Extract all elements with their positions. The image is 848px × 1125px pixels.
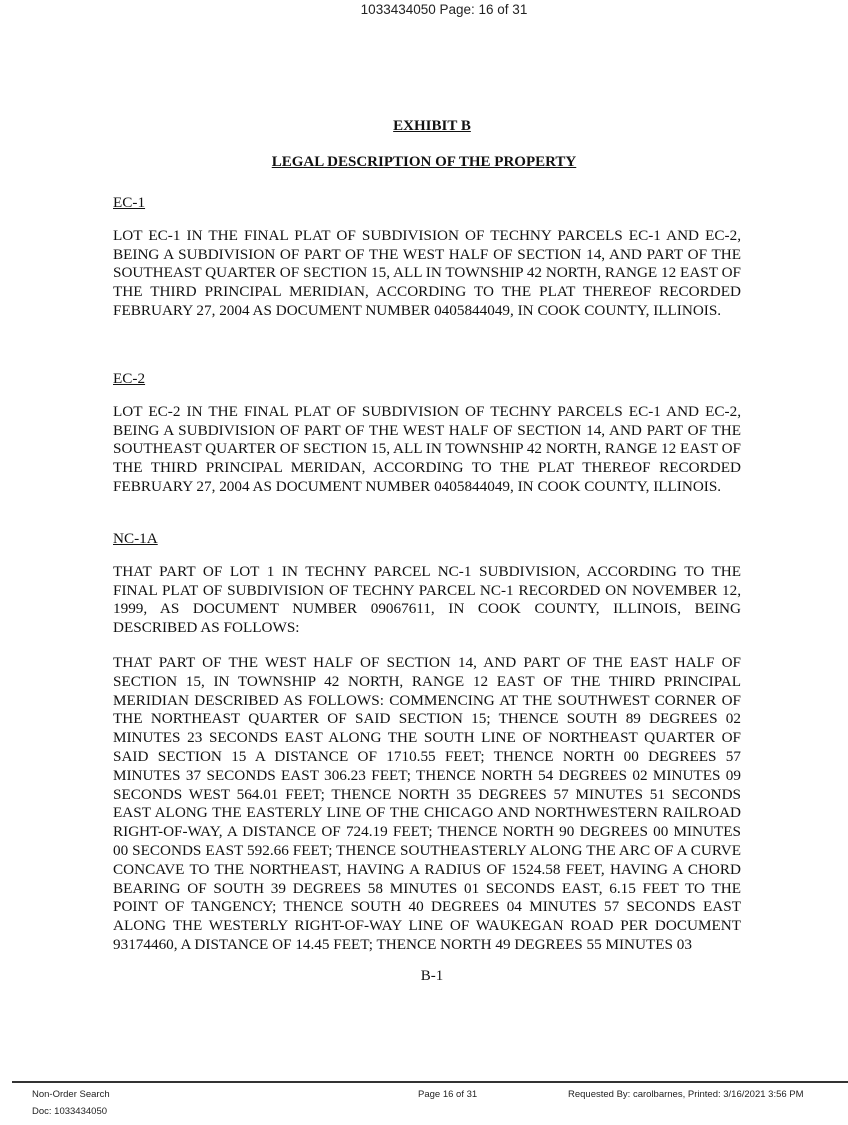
section-paragraph: LOT EC-2 IN THE FINAL PLAT OF SUBDIVISION OF TECHNY PARCELS EC-1 AND EC-2, BEING A SUBDIVISION OF PART OF THE WEST HALF OF SECTION 14, AND PART OF THE SOUTHEAST QUARTER OF SECTION 15, ALL IN TOWNSHIP 42 NORTH, RANGE 12 EAST OF THE THIRD PRINCIPAL MERIDAN, ACCORDING TO THE PLAT THEREOF RECORDED FEBRUARY 27, 2004 AS DOCUMENT NUMBER 0405844049, IN COOK COUNTY, ILLINOIS. (113, 402, 741, 495)
document-title: LEGAL DESCRIPTION OF THE PROPERTY (271, 154, 577, 170)
section-heading: EC-1 (113, 194, 146, 211)
footer-divider (12, 1081, 848, 1083)
section-heading: NC-1A (113, 530, 158, 547)
section-paragraph: THAT PART OF THE WEST HALF OF SECTION 14, AND PART OF THE EAST HALF OF SECTION 15, IN TOWNSHIP 42 NORTH, RANGE 12 EAST OF THE THIRD PRINCIPAL MERIDIAN DESCRIBED AS FOLLOWS: COMMENCING AT THE SOUTHWEST CORNER OF THE NORTHEAST QUARTER OF SAID SECTION 15; THENCE SOUTH 89 DEGREES 02 MINUTES 23 SECONDS EAST ALONG THE SOUTH LINE OF NORTHEAST QUARTER OF SAID SECTION 15 A DISTANCE OF 1710.55 FEET; THENCE NORTH 00 DEGREES 57 MINUTES 37 SECONDS EAST 306.23 FEET; THENCE NORTH 54 DEGREES 02 MINUTES 09 SECONDS WEST 564.01 FEET; THENCE NORTH 35 DEGREES 57 MINUTES 51 SECONDS EAST ALONG THE EASTERLY LINE OF THE CHICAGO AND NORTHWESTERN RAILROAD RIGHT-OF-WAY, A DISTANCE OF 724.19 FEET; THENCE NORTH 90 DEGREES 00 MINUTES 00 SECONDS EAST 592.66 FEET; THENCE SOUTHEASTERLY ALONG THE ARC OF A CURVE CONCAVE TO THE NORTHEAST, HAVING A RADIUS OF 1524.58 FEET, HAVING A CHORD BEARING OF SOUTH 39 DEGREES 58 MINUTES 01 SECONDS EAST, 6.15 FEET TO THE POINT OF TANGENCY; THENCE SOUTH 40 DEGREES 04 MINUTES 57 SECONDS EAST ALONG THE WESTERLY RIGHT-OF-WAY LINE OF WAUKEGAN ROAD PER DOCUMENT 93174460, A DISTANCE OF 14.45 FEET; THENCE NORTH 49 DEGREES 55 MINUTES 03 (113, 653, 741, 953)
section-nc-1a (113, 530, 741, 955)
section-heading: EC-2 (113, 370, 146, 387)
footer-search-type: Non-Order Search (32, 1089, 110, 1100)
page-stamp: 1033434050 Page: 16 of 31 (360, 2, 528, 17)
section-ec-1 (113, 194, 741, 321)
page-label: B-1 (420, 968, 444, 984)
footer-doc-number: Doc: 1033434050 (32, 1106, 108, 1117)
section-ec-2 (113, 370, 741, 497)
exhibit-title: EXHIBIT B (393, 118, 471, 134)
section-paragraph: LOT EC-1 IN THE FINAL PLAT OF SUBDIVISION OF TECHNY PARCELS EC-1 AND EC-2, BEING A SUBDIVISION OF PART OF THE WEST HALF OF SECTION 14, AND PART OF THE SOUTHEAST QUARTER OF SECTION 15, ALL IN TOWNSHIP 42 NORTH, RANGE 12 EAST OF THE THIRD PRINCIPAL MERIDIAN, ACCORDING TO THE PLAT THEREOF RECORDED FEBRUARY 27, 2004 AS DOCUMENT NUMBER 0405844049, IN COOK COUNTY, ILLINOIS. (113, 226, 741, 319)
section-paragraph: THAT PART OF LOT 1 IN TECHNY PARCEL NC-1 SUBDIVISION, ACCORDING TO THE FINAL PLAT OF SUBDIVISION OF TECHNY PARCEL NC-1 RECORDED ON NOVEMBER 12, 1999, AS DOCUMENT NUMBER 09067611, IN COOK COUNTY, ILLINOIS, BEING DESCRIBED AS FOLLOWS: (113, 562, 741, 637)
footer-requested-by: Requested By: carolbarnes, Printed: 3/16/2021 3:56 PM (568, 1089, 804, 1100)
footer-page-number: Page 16 of 31 (418, 1089, 478, 1100)
